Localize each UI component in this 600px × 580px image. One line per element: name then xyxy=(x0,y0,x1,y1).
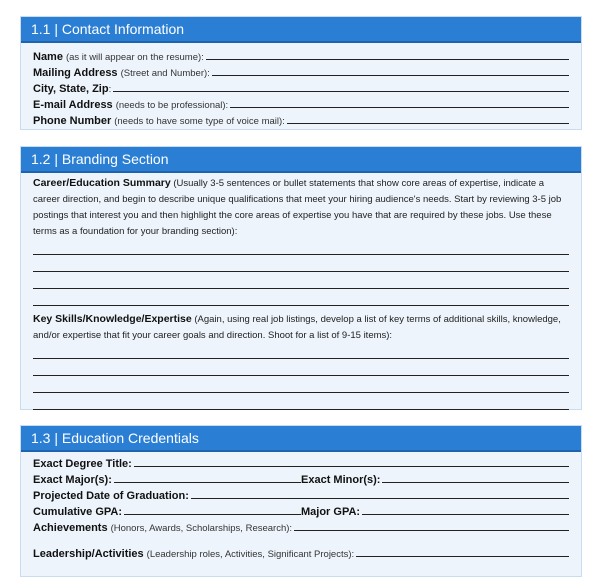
major-field[interactable]: Exact Major(s): xyxy=(33,474,301,486)
career-summary-prompt: Career/Education Summary (Usually 3-5 sentences or bullet statements that show core areas of expertise, indicate a career direction, and begin to describe unique qualifications that meet your hiring audience's needs. Start by reviewing 3-5 job postings that interest you and then highlight the core areas of expertise you have that are required by these jobs. Use these terms as a foundation for your branding section): xyxy=(33,177,562,237)
leadership-field[interactable]: Leadership/Activities (Leadership roles, Activities, Significant Projects): xyxy=(33,544,569,560)
degree-title-field[interactable]: Exact Degree Title: xyxy=(33,454,569,470)
major-gpa-field[interactable]: Major GPA: xyxy=(301,506,569,518)
contact-section xyxy=(20,16,582,130)
phone-field[interactable]: Phone Number (needs to have some type of voice mail): xyxy=(33,111,569,127)
mailing-address-field[interactable]: Mailing Address (Street and Number): xyxy=(33,63,569,79)
branding-section xyxy=(20,146,582,410)
city-state-zip-field[interactable]: City, State, Zip : xyxy=(33,79,569,95)
achievements-field[interactable]: Achievements (Honors, Awards, Scholarships, Research): xyxy=(33,518,569,534)
name-field[interactable]: Name (as it will appear on the resume): xyxy=(33,47,569,63)
cumulative-gpa-field[interactable]: Cumulative GPA: xyxy=(33,506,301,518)
career-summary-lines[interactable] xyxy=(33,238,569,306)
minor-field[interactable]: Exact Minor(s): xyxy=(301,474,569,486)
branding-section-title: 1.2 | Branding Section xyxy=(21,147,581,173)
key-skills-prompt: Key Skills/Knowledge/Expertise (Again, using real job listings, develop a list of key terms of additional skills, knowledge, and/or expertise that fit your career goals and direction. Shoot for a list of 9-15 items): xyxy=(33,313,561,341)
email-field[interactable]: E-mail Address (needs to be professional): xyxy=(33,95,569,111)
education-section-title: 1.3 | Education Credentials xyxy=(21,426,581,452)
contact-section-title: 1.1 | Contact Information xyxy=(21,17,581,43)
education-section xyxy=(20,425,582,577)
graduation-date-field[interactable]: Projected Date of Graduation: xyxy=(33,486,569,502)
key-skills-lines[interactable] xyxy=(33,342,569,410)
